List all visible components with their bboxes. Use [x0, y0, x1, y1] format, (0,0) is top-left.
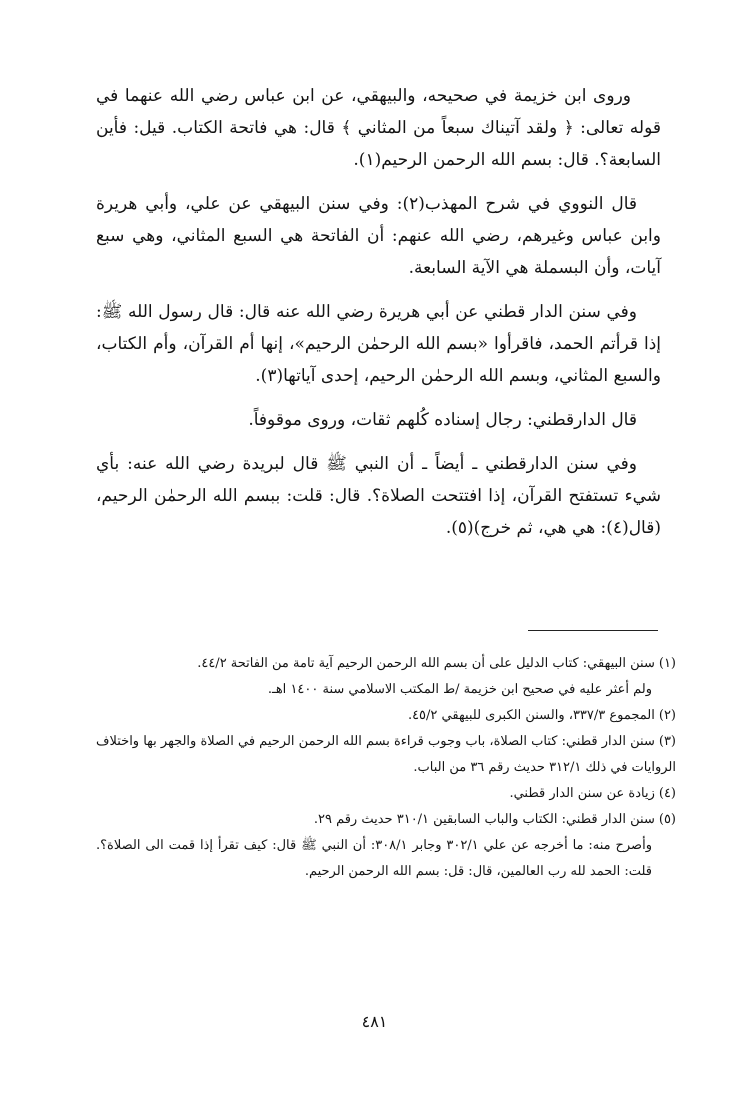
main-text — [96, 80, 661, 556]
footnote-number: (١) — [658, 656, 676, 671]
footnote-separator — [528, 630, 658, 631]
footnote-1 — [96, 651, 676, 677]
footnotes — [96, 651, 676, 885]
footnote-text: المجموع ٣٣٧/٣، والسنن الكبرى للبيهقي ٤٥/٢. — [407, 708, 655, 723]
paragraph-4: قال الدارقطني: رجال إسناده كُلهم ثقات، وروى موقوفاً. — [248, 410, 637, 430]
footnote-number: (٣) — [658, 734, 676, 749]
footnote-number: (٢) — [658, 708, 676, 723]
footnote-text: زيادة عن سنن الدار قطني. — [509, 786, 655, 801]
footnote-number: (٥) — [658, 812, 676, 827]
footnote-2 — [96, 703, 676, 729]
footnote-4 — [96, 781, 676, 807]
footnote-text: سنن الدار قطني: كتاب الصلاة، باب وجوب قراءة بسم الله الرحمن الرحيم في الصلاة والجهر بها واختلاف الروايات في ذلك ٣١٢/١ حديث رقم ٣٦ من الباب. — [96, 734, 676, 775]
footnote-5-continuation — [96, 833, 676, 885]
footnote-number: (٤) — [658, 786, 676, 801]
footnote-5 — [96, 807, 676, 833]
page-number: ٤٨١ — [361, 1012, 388, 1031]
paragraph-3: وفي سنن الدار قطني عن أبي هريرة رضي الله عنه قال: قال رسول الله ﷺ: إذا قرأتم الحمد، فاقرأوا «بسم الله الرحمٰن الرحيم»، إنها أم القرآن، وأم الكتاب، والسبع المثاني، وبسم الله الرحمٰن الرحيم، إحدى آياتها(٣). — [96, 302, 661, 386]
footnote-text: ولم أعثر عليه في صحيح ابن خزيمة /ط المكتب الاسلامي سنة ١٤٠٠ اهـ. — [267, 682, 652, 697]
footnote-text: سنن الدار قطني: الكتاب والباب السابقين ٣١٠/١ حديث رقم ٢٩. — [313, 812, 655, 827]
paragraph-2: قال النووي في شرح المهذب(٢): وفي سنن البيهقي عن علي، وأبي هريرة وابن عباس وغيرهم، رضي الله عنهم: أن الفاتحة هي السبع المثاني، وهي سبع آيات، وأن البسملة هي الآية السابعة. — [96, 194, 661, 278]
footnote-3 — [96, 729, 676, 781]
footnote-1-continuation — [96, 677, 676, 703]
paragraph-5: وفي سنن الدارقطني ـ أيضاً ـ أن النبي ﷺ قال لبريدة رضي الله عنه: بأي شيء تستفتح القرآن، إذا افتتحت الصلاة؟. قال: قلت: ببسم الله الرحمٰن الرحيم، (قال(٤): هي هي، ثم خرج)(٥). — [96, 454, 661, 538]
paragraph-1: وروى ابن خزيمة في صحيحه، والبيهقي، عن ابن عباس رضي الله عنهما في قوله تعالى: ﴿ ولقد آتيناك سبعاً من المثاني ﴾ قال: هي فاتحة الكتاب. قيل: فأين السابعة؟. قال: بسم الله الرحمن الرحيم(١). — [96, 86, 661, 170]
footnote-text: وأصرح منه: ما أخرجه عن علي ٣٠٢/١ وجابر ٣٠٨/١: أن النبي ﷺ قال: كيف تقرأ إذا قمت الى الصلاة؟. قلت: الحمد لله رب العالمين، قال: قل: بسم الله الرحمن الرحيم. — [96, 838, 652, 879]
footnote-text: سنن البيهقي: كتاب الدليل على أن بسم الله الرحمن الرحيم آية تامة من الفاتحة ٤٤/٢. — [197, 656, 655, 671]
